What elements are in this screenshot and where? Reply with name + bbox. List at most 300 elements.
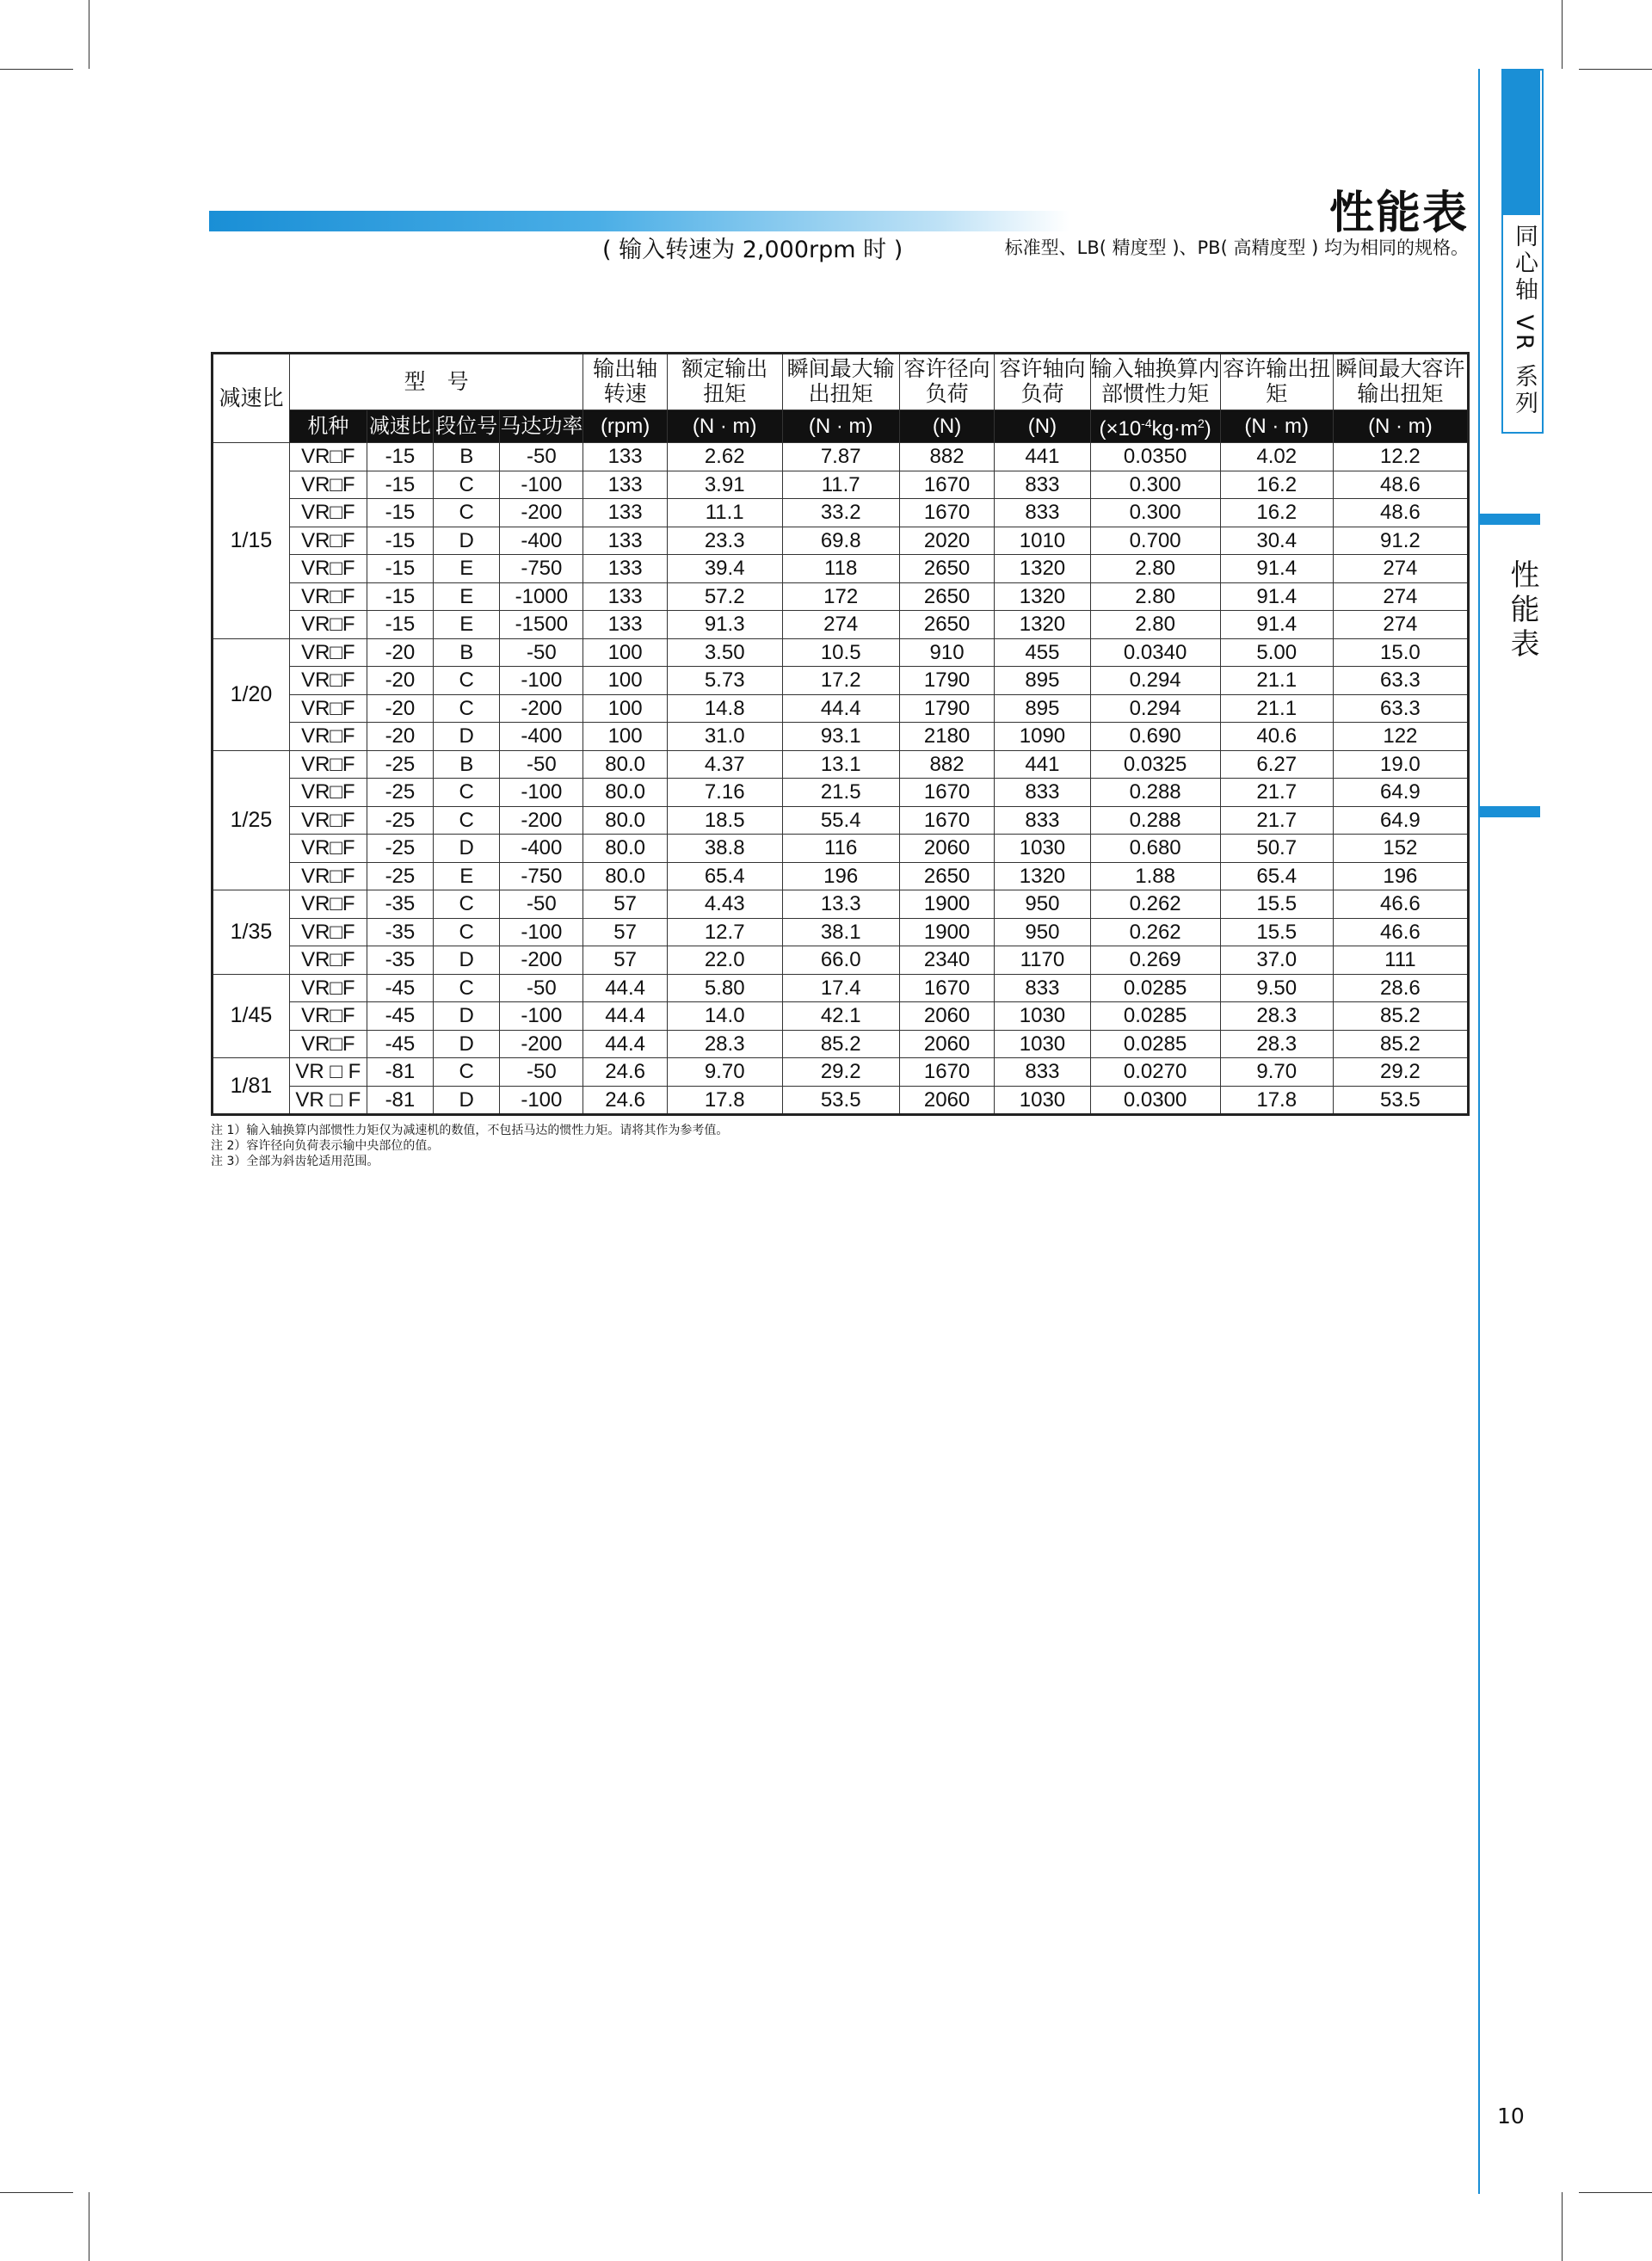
table-cell: 1.88 (1090, 862, 1220, 890)
table-cell: 23.3 (667, 527, 782, 555)
table-cell: 950 (995, 918, 1090, 946)
model-sub-header: 段位号 (434, 410, 500, 443)
table-cell: -35 (367, 946, 433, 975)
ratio-cell: 1/20 (213, 638, 290, 750)
table-cell: -1000 (500, 582, 583, 611)
ratio-cell: 1/25 (213, 750, 290, 890)
table-cell: D (434, 1002, 500, 1031)
table-cell: 91.2 (1333, 527, 1468, 555)
table-row (213, 499, 1469, 527)
table-cell: -100 (500, 471, 583, 499)
table-cell: E (434, 555, 500, 583)
table-row (213, 974, 1469, 1002)
col-header: 容许输出扭 矩 (1220, 354, 1333, 410)
table-cell: -1500 (500, 611, 583, 639)
table-cell: 17.8 (667, 1086, 782, 1115)
table-cell: VR□F (289, 1030, 367, 1058)
table-cell: 21.1 (1220, 694, 1333, 723)
table-cell: 0.0285 (1090, 1002, 1220, 1031)
table-cell: 17.2 (782, 667, 899, 695)
table-cell: VR□F (289, 667, 367, 695)
table-cell: C (434, 694, 500, 723)
table-cell: 9.70 (667, 1058, 782, 1087)
table-cell: 100 (583, 694, 668, 723)
table-cell: -15 (367, 555, 433, 583)
table-cell: 0.0350 (1090, 443, 1220, 471)
table-cell: 133 (583, 582, 668, 611)
unit-header: (N) (995, 410, 1090, 443)
table-cell: C (434, 890, 500, 919)
table-cell: 17.4 (782, 974, 899, 1002)
table-cell: 1670 (899, 974, 994, 1002)
table-cell: -20 (367, 694, 433, 723)
table-cell: 1670 (899, 1058, 994, 1087)
table-cell: VR□F (289, 638, 367, 667)
table-cell: 63.3 (1333, 667, 1468, 695)
section-label: 性能表 (1505, 559, 1539, 662)
table-cell: 46.6 (1333, 918, 1468, 946)
ratio-cell: 1/81 (213, 1058, 290, 1115)
table-cell: 910 (899, 638, 994, 667)
table-row (213, 443, 1469, 471)
table-cell: 0.262 (1090, 918, 1220, 946)
crop-mark (0, 69, 73, 70)
table-cell: 133 (583, 443, 668, 471)
table-cell: 441 (995, 443, 1090, 471)
table-cell: 65.4 (667, 862, 782, 890)
table-cell: -45 (367, 1002, 433, 1031)
table-cell: 80.0 (583, 862, 668, 890)
table-cell: 2.62 (667, 443, 782, 471)
table-cell: 2650 (899, 862, 994, 890)
table-cell: 1670 (899, 806, 994, 835)
table-cell: 11.1 (667, 499, 782, 527)
table-cell: E (434, 611, 500, 639)
table-cell: -35 (367, 890, 433, 919)
table-cell: 2.80 (1090, 582, 1220, 611)
table-cell: 133 (583, 555, 668, 583)
table-cell: 38.8 (667, 835, 782, 863)
table-cell: 1030 (995, 1030, 1090, 1058)
table-cell: 44.4 (583, 974, 668, 1002)
page-number: 10 (1497, 2104, 1525, 2129)
table-cell: -50 (500, 638, 583, 667)
table-cell: 21.1 (1220, 667, 1333, 695)
table-cell: 91.3 (667, 611, 782, 639)
right-divider-rule (1478, 69, 1480, 2194)
table-cell: 3.91 (667, 471, 782, 499)
table-cell: 44.4 (583, 1030, 668, 1058)
table-cell: VR □ F (289, 1058, 367, 1087)
table-cell: VR□F (289, 835, 367, 863)
table-cell: VR□F (289, 471, 367, 499)
table-cell: 21.5 (782, 779, 899, 807)
col-header: 瞬间最大输 出扭矩 (782, 354, 899, 410)
table-cell: -100 (500, 1086, 583, 1115)
input-speed-subtitle: ( 输入转速为 2,000rpm 时 ) (602, 237, 903, 263)
table-cell: 3.50 (667, 638, 782, 667)
table-cell: C (434, 806, 500, 835)
crop-mark (1562, 2192, 1563, 2261)
table-cell: 80.0 (583, 779, 668, 807)
table-cell: 2020 (899, 527, 994, 555)
table-cell: D (434, 946, 500, 975)
table-cell: 44.4 (583, 1002, 668, 1031)
table-cell: -750 (500, 862, 583, 890)
table-cell: 172 (782, 582, 899, 611)
table-cell: 63.3 (1333, 694, 1468, 723)
col-header: 额定输出 扭矩 (667, 354, 782, 410)
table-cell: 2060 (899, 1002, 994, 1031)
table-cell: 116 (782, 835, 899, 863)
table-cell: 19.0 (1333, 750, 1468, 779)
table-row (213, 555, 1469, 583)
ratio-cell: 1/35 (213, 890, 290, 975)
table-cell: -15 (367, 527, 433, 555)
model-sub-header: 机种 (289, 410, 367, 443)
table-cell: 5.80 (667, 974, 782, 1002)
table-body (213, 443, 1469, 1115)
col-header: 输入轴换算内 部惯性力矩 (1090, 354, 1220, 410)
table-cell: 24.6 (583, 1058, 668, 1087)
table-cell: -100 (500, 1002, 583, 1031)
table-cell: 10.5 (782, 638, 899, 667)
table-cell: VR□F (289, 918, 367, 946)
table-cell: 57 (583, 890, 668, 919)
table-cell: 441 (995, 750, 1090, 779)
table-cell: 48.6 (1333, 499, 1468, 527)
unit-header: (N · m) (1220, 410, 1333, 443)
table-cell: -100 (500, 779, 583, 807)
unit-header: (N) (899, 410, 994, 443)
table-cell: 2060 (899, 835, 994, 863)
table-cell: 133 (583, 527, 668, 555)
table-cell: 37.0 (1220, 946, 1333, 975)
table-cell: 4.37 (667, 750, 782, 779)
table-cell: -81 (367, 1086, 433, 1115)
table-cell: 22.0 (667, 946, 782, 975)
table-cell: E (434, 582, 500, 611)
table-cell: 24.6 (583, 1086, 668, 1115)
table-cell: -400 (500, 835, 583, 863)
table-cell: 85.2 (782, 1030, 899, 1058)
table-cell: -25 (367, 862, 433, 890)
table-cell: 0.700 (1090, 527, 1220, 555)
table-cell: VR□F (289, 862, 367, 890)
table-cell: 28.3 (667, 1030, 782, 1058)
table-cell: 2.80 (1090, 611, 1220, 639)
table-cell: 1670 (899, 471, 994, 499)
table-cell: 118 (782, 555, 899, 583)
table-cell: B (434, 443, 500, 471)
table-cell: C (434, 471, 500, 499)
table-cell: -25 (367, 835, 433, 863)
unit-header: $(\times 10^{-4}kg\cdot m^2)$ (1090, 410, 1220, 443)
table-cell: 0.680 (1090, 835, 1220, 863)
note-item: 注 1）输入轴换算内部惯性力矩仅为减速机的数值，不包括马达的惯性力矩。请将其作为参考值。 (211, 1124, 729, 1137)
table-cell: VR□F (289, 1002, 367, 1031)
table-cell: 15.0 (1333, 638, 1468, 667)
table-cell: -15 (367, 499, 433, 527)
table-cell: 7.16 (667, 779, 782, 807)
table-cell: 882 (899, 750, 994, 779)
table-cell: 133 (583, 611, 668, 639)
table-cell: 14.8 (667, 694, 782, 723)
table-cell: D (434, 835, 500, 863)
table-row (213, 890, 1469, 919)
table-cell: 80.0 (583, 835, 668, 863)
table-cell: 833 (995, 806, 1090, 835)
table-cell: 5.73 (667, 667, 782, 695)
table-cell: 0.294 (1090, 694, 1220, 723)
table-cell: -50 (500, 1058, 583, 1087)
table-cell: 31.0 (667, 723, 782, 751)
table-cell: 6.27 (1220, 750, 1333, 779)
table-cell: 833 (995, 499, 1090, 527)
table-cell: 29.2 (782, 1058, 899, 1087)
table-cell: 55.4 (782, 806, 899, 835)
table-cell: 196 (782, 862, 899, 890)
table-cell: -81 (367, 1058, 433, 1087)
table-cell: 133 (583, 471, 668, 499)
table-row (213, 667, 1469, 695)
table-cell: -100 (500, 918, 583, 946)
col-header: 容许径向 负荷 (899, 354, 994, 410)
table-cell: 1320 (995, 582, 1090, 611)
table-cell: -200 (500, 946, 583, 975)
table-cell: -400 (500, 723, 583, 751)
table-cell: B (434, 638, 500, 667)
table-cell: -200 (500, 806, 583, 835)
table-cell: 9.50 (1220, 974, 1333, 1002)
table-cell: 1170 (995, 946, 1090, 975)
table-cell: 196 (1333, 862, 1468, 890)
table-cell: VR□F (289, 779, 367, 807)
table-cell: 91.4 (1220, 611, 1333, 639)
table-row (213, 582, 1469, 611)
table-cell: 2650 (899, 582, 994, 611)
table-cell: 1010 (995, 527, 1090, 555)
table-cell: VR□F (289, 443, 367, 471)
table-cell: VR□F (289, 890, 367, 919)
table-cell: 29.2 (1333, 1058, 1468, 1087)
table-cell: -50 (500, 443, 583, 471)
table-cell: 13.3 (782, 890, 899, 919)
table-cell: -25 (367, 750, 433, 779)
table-row (213, 835, 1469, 863)
table-cell: -50 (500, 890, 583, 919)
ratio-cell: 1/15 (213, 443, 290, 639)
table-cell: 9.70 (1220, 1058, 1333, 1087)
table-cell: 274 (782, 611, 899, 639)
table-cell: 28.6 (1333, 974, 1468, 1002)
unit-header: (N · m) (782, 410, 899, 443)
table-cell: 2060 (899, 1086, 994, 1115)
table-cell: 1790 (899, 667, 994, 695)
table-cell: 274 (1333, 582, 1468, 611)
table-cell: 1090 (995, 723, 1090, 751)
table-cell: 14.0 (667, 1002, 782, 1031)
performance-table (211, 352, 1470, 1116)
table-cell: VR□F (289, 694, 367, 723)
table-cell: 0.0285 (1090, 974, 1220, 1002)
table-cell: 1900 (899, 918, 994, 946)
table-cell: 12.7 (667, 918, 782, 946)
table-row (213, 1002, 1469, 1031)
table-row (213, 527, 1469, 555)
table-cell: -50 (500, 750, 583, 779)
crop-mark (1579, 2192, 1652, 2193)
table-cell: 18.5 (667, 806, 782, 835)
ratio-cell: 1/45 (213, 974, 290, 1058)
table-row (213, 471, 1469, 499)
table-cell: C (434, 667, 500, 695)
table-row (213, 694, 1469, 723)
table-cell: C (434, 918, 500, 946)
table-cell: 85.2 (1333, 1002, 1468, 1031)
table-cell: 30.4 (1220, 527, 1333, 555)
table-cell: -50 (500, 974, 583, 1002)
table-cell: -20 (367, 723, 433, 751)
table-cell: VR□F (289, 723, 367, 751)
table-cell: 91.4 (1220, 555, 1333, 583)
table-cell: 28.3 (1220, 1030, 1333, 1058)
table-cell: VR □ F (289, 1086, 367, 1115)
unit-header: (rpm) (583, 410, 668, 443)
table-cell: 42.1 (782, 1002, 899, 1031)
table-cell: -45 (367, 1030, 433, 1058)
table-cell: 455 (995, 638, 1090, 667)
table-row (213, 1030, 1469, 1058)
table-cell: 895 (995, 667, 1090, 695)
ratio-header: 减速比 (213, 354, 290, 443)
table-cell: D (434, 723, 500, 751)
table-cell: -20 (367, 667, 433, 695)
unit-header: (N · m) (1333, 410, 1468, 443)
table-cell: 64.9 (1333, 806, 1468, 835)
col-header: 容许轴向 负荷 (995, 354, 1090, 410)
table-cell: 2.80 (1090, 555, 1220, 583)
table-row (213, 806, 1469, 835)
table-cell: 0.262 (1090, 890, 1220, 919)
spec-note: 标准型、LB( 精度型 )、PB( 高精度型 ) 均为相同的规格。 (1004, 237, 1469, 258)
note-item: 注 2）容许径向负荷表示输中央部位的值。 (211, 1139, 440, 1153)
table-cell: 38.1 (782, 918, 899, 946)
table-row (213, 918, 1469, 946)
table-cell: 0.0340 (1090, 638, 1220, 667)
title-gradient-bar (209, 211, 1069, 231)
table-cell: D (434, 1086, 500, 1115)
unit-header: (N · m) (667, 410, 782, 443)
table-cell: 0.288 (1090, 779, 1220, 807)
table-cell: -25 (367, 779, 433, 807)
table-cell: VR□F (289, 750, 367, 779)
table-cell: 833 (995, 471, 1090, 499)
table-cell: 1670 (899, 499, 994, 527)
side-stripe (1478, 806, 1540, 817)
model-sub-header: 马达功率 (500, 410, 583, 443)
table-cell: 7.87 (782, 443, 899, 471)
table-cell: -35 (367, 918, 433, 946)
table-cell: 0.0270 (1090, 1058, 1220, 1087)
table-cell: 1900 (899, 890, 994, 919)
table-cell: 93.1 (782, 723, 899, 751)
table-cell: E (434, 862, 500, 890)
table-cell: -200 (500, 1030, 583, 1058)
table-cell: VR□F (289, 806, 367, 835)
table-cell: 57 (583, 946, 668, 975)
table-cell: 833 (995, 1058, 1090, 1087)
table-cell: 1320 (995, 862, 1090, 890)
table-cell: 1030 (995, 835, 1090, 863)
table-cell: 46.6 (1333, 890, 1468, 919)
table-cell: C (434, 974, 500, 1002)
table-cell: 15.5 (1220, 918, 1333, 946)
table-cell: 1320 (995, 555, 1090, 583)
table-cell: 16.2 (1220, 471, 1333, 499)
table-row (213, 1058, 1469, 1087)
table-cell: 13.1 (782, 750, 899, 779)
table-cell: 40.6 (1220, 723, 1333, 751)
table-row (213, 862, 1469, 890)
table-cell: 1030 (995, 1086, 1090, 1115)
table-cell: -20 (367, 638, 433, 667)
table-cell: 16.2 (1220, 499, 1333, 527)
table-cell: VR□F (289, 582, 367, 611)
table-cell: -750 (500, 555, 583, 583)
table-cell: 21.7 (1220, 806, 1333, 835)
table-cell: VR□F (289, 974, 367, 1002)
table-cell: 0.0285 (1090, 1030, 1220, 1058)
model-sub-header: 减速比 (367, 410, 433, 443)
table-cell: 53.5 (782, 1086, 899, 1115)
table-cell: 0.288 (1090, 806, 1220, 835)
table-row (213, 638, 1469, 667)
table-cell: -15 (367, 611, 433, 639)
table-cell: -15 (367, 471, 433, 499)
series-tab-fill (1501, 69, 1540, 215)
table-cell: -200 (500, 499, 583, 527)
table-cell: -400 (500, 527, 583, 555)
table-cell: D (434, 1030, 500, 1058)
table-cell: 39.4 (667, 555, 782, 583)
table-cell: 17.8 (1220, 1086, 1333, 1115)
page-title: 性能表 (1328, 188, 1469, 239)
table-cell: 0.300 (1090, 471, 1220, 499)
table-cell: 833 (995, 974, 1090, 1002)
table-cell: 133 (583, 499, 668, 527)
table-cell: 1320 (995, 611, 1090, 639)
model-header: 型 号 (289, 354, 583, 410)
table-cell: 4.02 (1220, 443, 1333, 471)
table-cell: 0.269 (1090, 946, 1220, 975)
crop-mark (1579, 69, 1652, 70)
table-cell: 1790 (899, 694, 994, 723)
table-cell: 64.9 (1333, 779, 1468, 807)
table-cell: D (434, 527, 500, 555)
table-row (213, 611, 1469, 639)
col-header: 输出轴 转速 (583, 354, 668, 410)
table-cell: 21.7 (1220, 779, 1333, 807)
table-cell: -200 (500, 694, 583, 723)
series-tab-label: 同心轴 VR 系列 (1511, 224, 1538, 418)
table-cell: -45 (367, 974, 433, 1002)
table-cell: 2060 (899, 1030, 994, 1058)
table-cell: C (434, 1058, 500, 1087)
crop-mark (1562, 0, 1563, 69)
table-cell: 0.0325 (1090, 750, 1220, 779)
table-cell: 100 (583, 723, 668, 751)
